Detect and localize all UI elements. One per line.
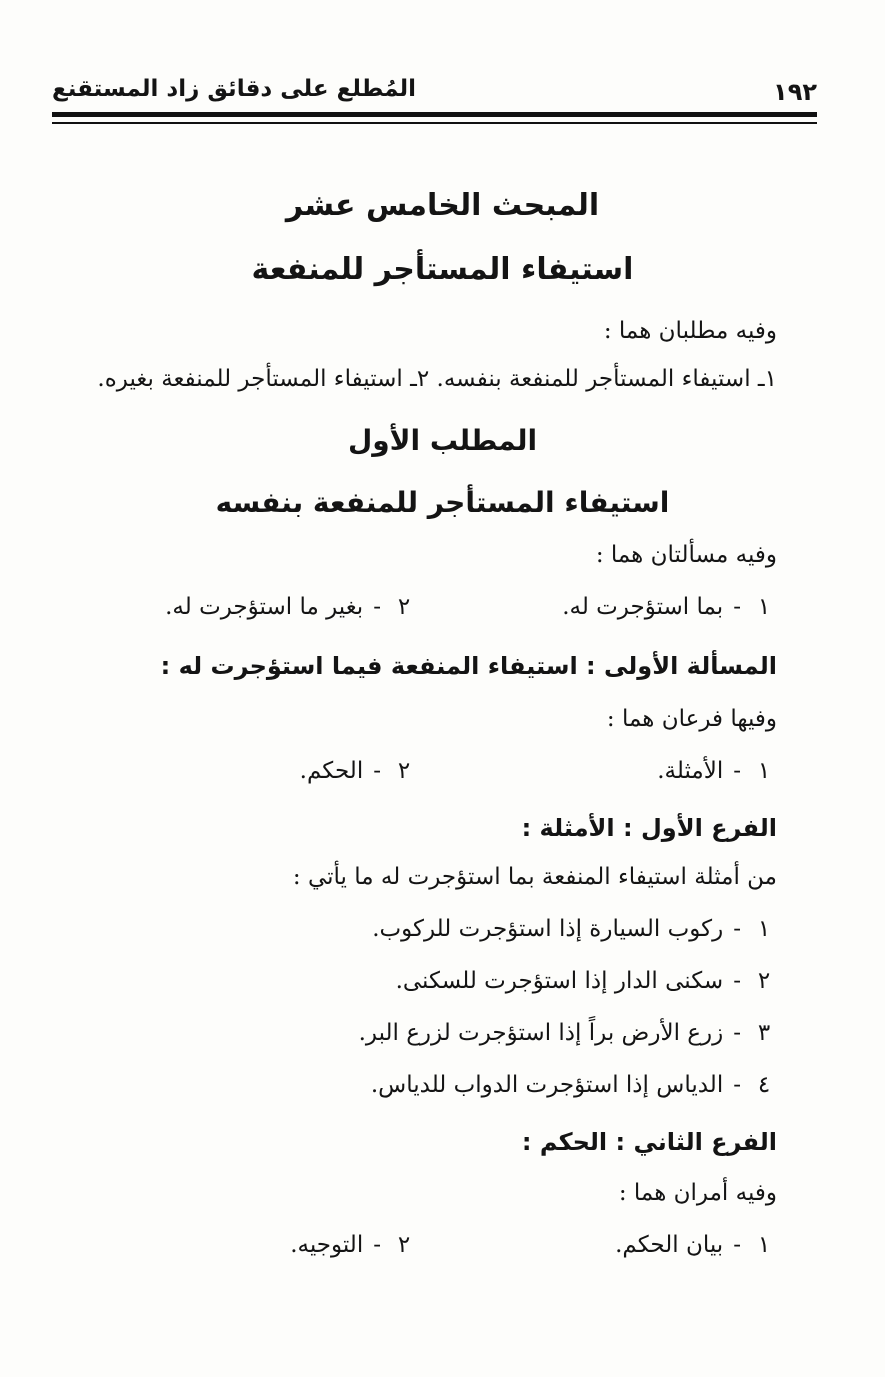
- far1-item-4: ٤-الدياس إذا استؤجرت الدواب للدياس.: [371, 1072, 777, 1098]
- far2-item-1: ١-بيان الحكم.: [615, 1232, 777, 1258]
- item-text: الأمثلة.: [657, 758, 724, 784]
- matlab1-title: المطلب الأول: [347, 424, 538, 457]
- far2-title: الفرع الثاني : الحكم :: [521, 1128, 777, 1156]
- far1-item-3: ٣-زرع الأرض براً إذا استؤجرت لزرع البر.: [359, 1020, 777, 1046]
- masala1-intro: وفيها فرعان هما :: [606, 706, 777, 732]
- item-text: التوجيه.: [290, 1232, 364, 1258]
- matlab1-subtitle: استيفاء المستأجر للمنفعة بنفسه: [215, 486, 670, 519]
- item-number: ١: [757, 916, 771, 942]
- far1-item-2: ٢-سكنى الدار إذا استؤجرت للسكنى.: [396, 968, 777, 994]
- masala1-title: المسألة الأولى : استيفاء المنفعة فيما استؤجرت له :: [160, 652, 777, 680]
- item-text: بما استؤجرت له.: [562, 594, 724, 620]
- header-rule-thin: [52, 122, 817, 124]
- mabhath-subtitle: استيفاء المستأجر للمنفعة: [251, 252, 634, 287]
- item-number: ٤: [757, 1072, 771, 1098]
- item-number: ١: [757, 594, 771, 620]
- item-number: ٢: [397, 758, 411, 784]
- item-text: الحكم.: [299, 758, 364, 784]
- matlab1-intro: وفيه مسألتان هما :: [595, 542, 777, 568]
- header-rule-thick: [52, 112, 817, 117]
- item-text: سكنى الدار إذا استؤجرت للسكنى.: [395, 968, 724, 994]
- mabhath-title: المبحث الخامس عشر: [285, 188, 600, 223]
- matlab1-item-2: ٢-بغير ما استؤجرت له.: [165, 594, 417, 620]
- intro-items: ١ـ استيفاء المستأجر للمنفعة بنفسه. ٢ـ استيفاء المستأجر للمنفعة بغيره.: [97, 366, 777, 392]
- item-number: ١: [757, 758, 771, 784]
- masala1-item-1: ١-الأمثلة.: [657, 758, 777, 784]
- page-header: [52, 68, 817, 108]
- masala1-item-2: ٢-الحكم.: [300, 758, 417, 784]
- intro-line: وفيه مطلبان هما :: [603, 318, 777, 344]
- item-number: ٣: [757, 1020, 771, 1046]
- item-number: ٢: [397, 1232, 411, 1258]
- page-number: ١٩٢: [773, 78, 817, 106]
- far2-intro: وفيه أمران هما :: [618, 1180, 777, 1206]
- item-text: ركوب السيارة إذا استؤجرت للركوب.: [372, 916, 724, 942]
- running-title: المُطلع على دقائق زاد المستقنع: [52, 76, 417, 102]
- item-text: بغير ما استؤجرت له.: [165, 594, 364, 620]
- item-text: الدياس إذا استؤجرت الدواب للدياس.: [370, 1072, 724, 1098]
- item-number: ٢: [397, 594, 411, 620]
- far2-item-2: ٢-التوجيه.: [290, 1232, 417, 1258]
- item-number: ٢: [757, 968, 771, 994]
- matlab1-item-1: ١-بما استؤجرت له.: [562, 594, 777, 620]
- item-text: بيان الحكم.: [615, 1232, 724, 1258]
- far1-item-1: ١-ركوب السيارة إذا استؤجرت للركوب.: [372, 916, 777, 942]
- far1-intro: من أمثلة استيفاء المنفعة بما استؤجرت له ما يأتي :: [292, 864, 777, 890]
- far1-title: الفرع الأول : الأمثلة :: [521, 814, 777, 842]
- item-text: زرع الأرض براً إذا استؤجرت لزرع البر.: [358, 1020, 724, 1046]
- item-number: ١: [757, 1232, 771, 1258]
